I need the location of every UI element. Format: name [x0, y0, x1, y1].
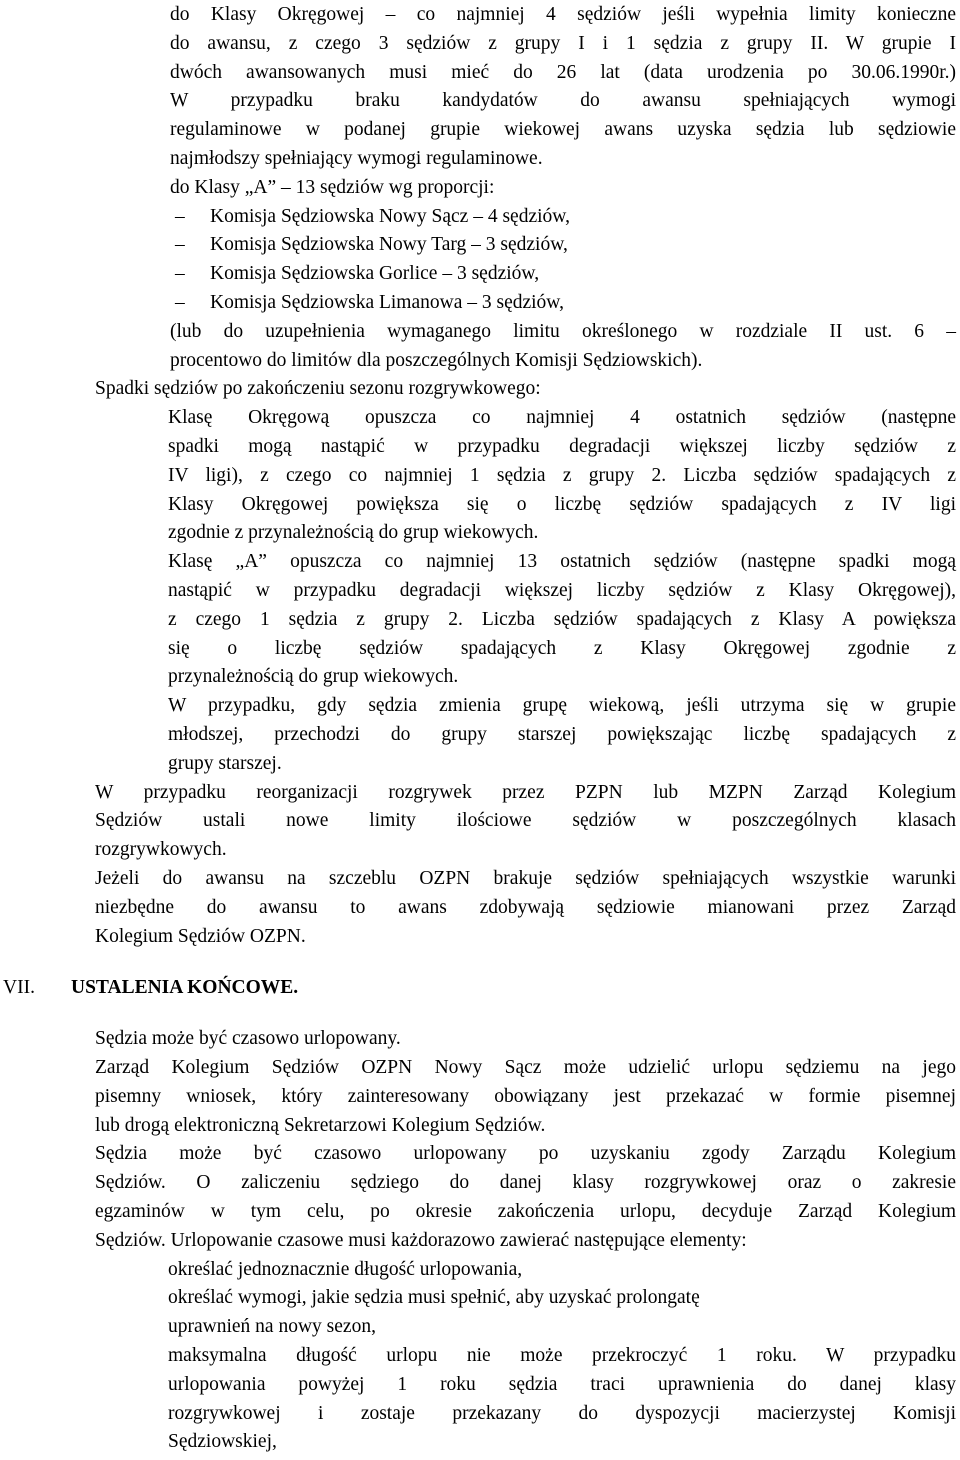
- text-line: Sędziów ustali nowe limity ilościowe sędziów w poszczególnych klasach: [95, 810, 956, 832]
- text-line: Klasę Okręgową opuszcza co najmniej 4 ostatnich sędziów (następne: [168, 407, 956, 429]
- numbered-item-5-reorganization: [0, 779, 960, 865]
- text-line: Sędzia może być czasowo urlopowany po uzyskaniu zgody Zarządu Kolegium: [95, 1143, 956, 1165]
- text-line: się o liczbę sędziów spadających z Klasy Okręgowej zgodnie z: [168, 637, 956, 659]
- text-line: W przypadku braku kandydatów do awansu spełniających wymogi: [170, 90, 956, 112]
- text-line: lub drogą elektroniczną Sekretarzowi Kolegium Sędziów.: [95, 1114, 546, 1136]
- text-line: z czego 1 sędzia z grupy 2. Liczba sędziów spadających z Klasy A powiększa: [168, 608, 956, 630]
- text-line: określać wymogi, jakie sędzia musi spełnić, aby uzyskać prolongatę: [168, 1287, 700, 1309]
- text-line: IV ligi), z czego co najmniej 1 sędzia z grupy 2. Liczba sędziów spadających z: [168, 464, 956, 486]
- text-line: zgodnie z przynależnością do grup wiekowych.: [168, 522, 539, 544]
- text-line: (lub do uzupełnienia wymaganego limitu określonego w rozdziale II ust. 6 –: [170, 320, 956, 342]
- text-line: Sędziów. Urlopowanie czasowe musi każdorazowo zawierać następujące elementy:: [95, 1229, 747, 1251]
- dash-item: [0, 260, 960, 289]
- text-line: regulaminowe w podanej grupie wiekowej awans uzyska sędzia lub sędziowie: [170, 119, 956, 141]
- numbered-item-1-leave: [0, 1025, 960, 1054]
- dash-item-text: Komisja Sędziowska Nowy Sącz – 4 sędziów,: [210, 205, 570, 227]
- text-line: urlopowania powyżej 1 roku sędzia traci uprawnienia do danej klasy: [168, 1373, 956, 1395]
- dash-item-text: Komisja Sędziowska Limanowa – 3 sędziów,: [210, 291, 564, 313]
- text-line: do Klasy „A” – 13 sędziów wg proporcji:: [170, 176, 495, 198]
- text-line: określać jednoznacznie długość urlopowania,: [168, 1258, 523, 1280]
- text-line: do Klasy Okręgowej – co najmniej 4 sędziów jeśli wypełnia limity konieczne: [170, 4, 956, 25]
- text-line: młodszej, przechodzi do grupy starszej powiększając liczbę spadających z: [168, 723, 956, 745]
- text-line: Klasę „A” opuszcza co najmniej 13 ostatnich sędziów (następne spadki mogą: [168, 551, 956, 573]
- numbered-item-6-ozpn-promotion: [0, 865, 960, 951]
- text-line: pisemny wniosek, który zainteresowany obowiązany jest przekazać w formie pisemnej: [95, 1085, 956, 1107]
- document-page: [0, 1, 960, 1457]
- dash-marker: –: [175, 234, 185, 256]
- list-item-b-promotion-district: [0, 1, 960, 174]
- text-line: nastąpić w przypadku degradacji większej liczby sędziów z Klasy Okręgowej),: [168, 579, 956, 601]
- text-line: Zarząd Kolegium Sędziów OZPN Nowy Sącz może udzielić urlopu sędziemu na jego: [95, 1057, 956, 1079]
- dash-item: [0, 203, 960, 232]
- section-number: VII.: [3, 977, 35, 999]
- text-line: Spadki sędziów po zakończeniu sezonu rozgrywkowego:: [95, 378, 541, 400]
- dash-item: [0, 231, 960, 260]
- text-line: Sędziowskiej,: [168, 1431, 277, 1453]
- text-line: W przypadku, gdy sędzia zmienia grupę wiekową, jeśli utrzyma się w grupie: [168, 695, 956, 717]
- numbered-item-4-relegation: [0, 375, 960, 404]
- text-line: W przypadku reorganizacji rozgrywek przez PZPN lub MZPN Zarząd Kolegium: [95, 781, 956, 803]
- text-line: uprawnień na nowy sezon,: [168, 1316, 376, 1338]
- numbered-item-3-leave-conditions: [0, 1140, 960, 1255]
- text-line: Jeżeli do awansu na szczeblu OZPN brakuje sędziów spełniających wszystkie warunki: [95, 867, 956, 889]
- text-line: Klasy Okręgowej powiększa się o liczbę sędziów spadających z IV ligi: [168, 493, 956, 515]
- list-item-a: [0, 404, 960, 548]
- numbered-item-2-leave-request: [0, 1054, 960, 1140]
- dash-item-text: Komisja Sędziowska Nowy Targ – 3 sędziów,: [210, 234, 568, 256]
- text-line: Kolegium Sędziów OZPN.: [95, 925, 306, 947]
- text-line: rozgrywkowej i zostaje przekazany do dyspozycji macierzystej Komisji: [168, 1402, 956, 1424]
- list-item-c: [0, 1342, 960, 1457]
- dash-item-text: Komisja Sędziowska Gorlice – 3 sędziów,: [210, 263, 540, 285]
- note-paragraph: [0, 318, 960, 376]
- list-item-c: [0, 692, 960, 778]
- text-line: przynależnością do grup wiekowych.: [168, 666, 459, 688]
- dash-item: [0, 289, 960, 318]
- dash-marker: –: [175, 291, 185, 313]
- list-item-c-promotion-class-a: [0, 174, 960, 203]
- text-line: Sędziów. O zaliczeniu sędziego do danej klasy rozgrywkowej oraz o zakresie: [95, 1172, 956, 1194]
- text-line: do awansu, z czego 3 sędziów z grupy I i 1 sędzia z grupy II. W grupie I: [170, 32, 956, 54]
- text-line: najmłodszy spełniający wymogi regulaminowe.: [170, 147, 543, 169]
- text-line: egzaminów w tym celu, po okresie zakończenia urlopu, decyduje Zarząd Kolegium: [95, 1201, 956, 1223]
- text-line: procentowo do limitów dla poszczególnych Komisji Sędziowskich).: [170, 349, 703, 371]
- list-item-b: [0, 1284, 960, 1342]
- text-line: spadki mogą nastąpić w przypadku degradacji większej liczby sędziów z: [168, 435, 956, 457]
- list-item-b: [0, 548, 960, 692]
- text-line: dwóch awansowanych musi mieć do 26 lat (data urodzenia po 30.06.1990r.): [170, 61, 956, 83]
- dash-marker: –: [175, 263, 185, 285]
- section-title: USTALENIA KOŃCOWE.: [71, 977, 299, 999]
- dash-marker: –: [175, 205, 185, 227]
- section-heading-vii: [0, 974, 960, 1003]
- text-line: Sędzia może być czasowo urlopowany.: [95, 1028, 401, 1050]
- text-line: maksymalna długość urlopu nie może przekroczyć 1 roku. W przypadku: [168, 1345, 956, 1367]
- list-item-a: [0, 1256, 960, 1285]
- text-line: niezbędne do awansu to awans zdobywają sędziowie mianowani przez Zarząd: [95, 896, 956, 918]
- text-line: grupy starszej.: [168, 752, 282, 774]
- text-line: rozgrywkowych.: [95, 839, 227, 861]
